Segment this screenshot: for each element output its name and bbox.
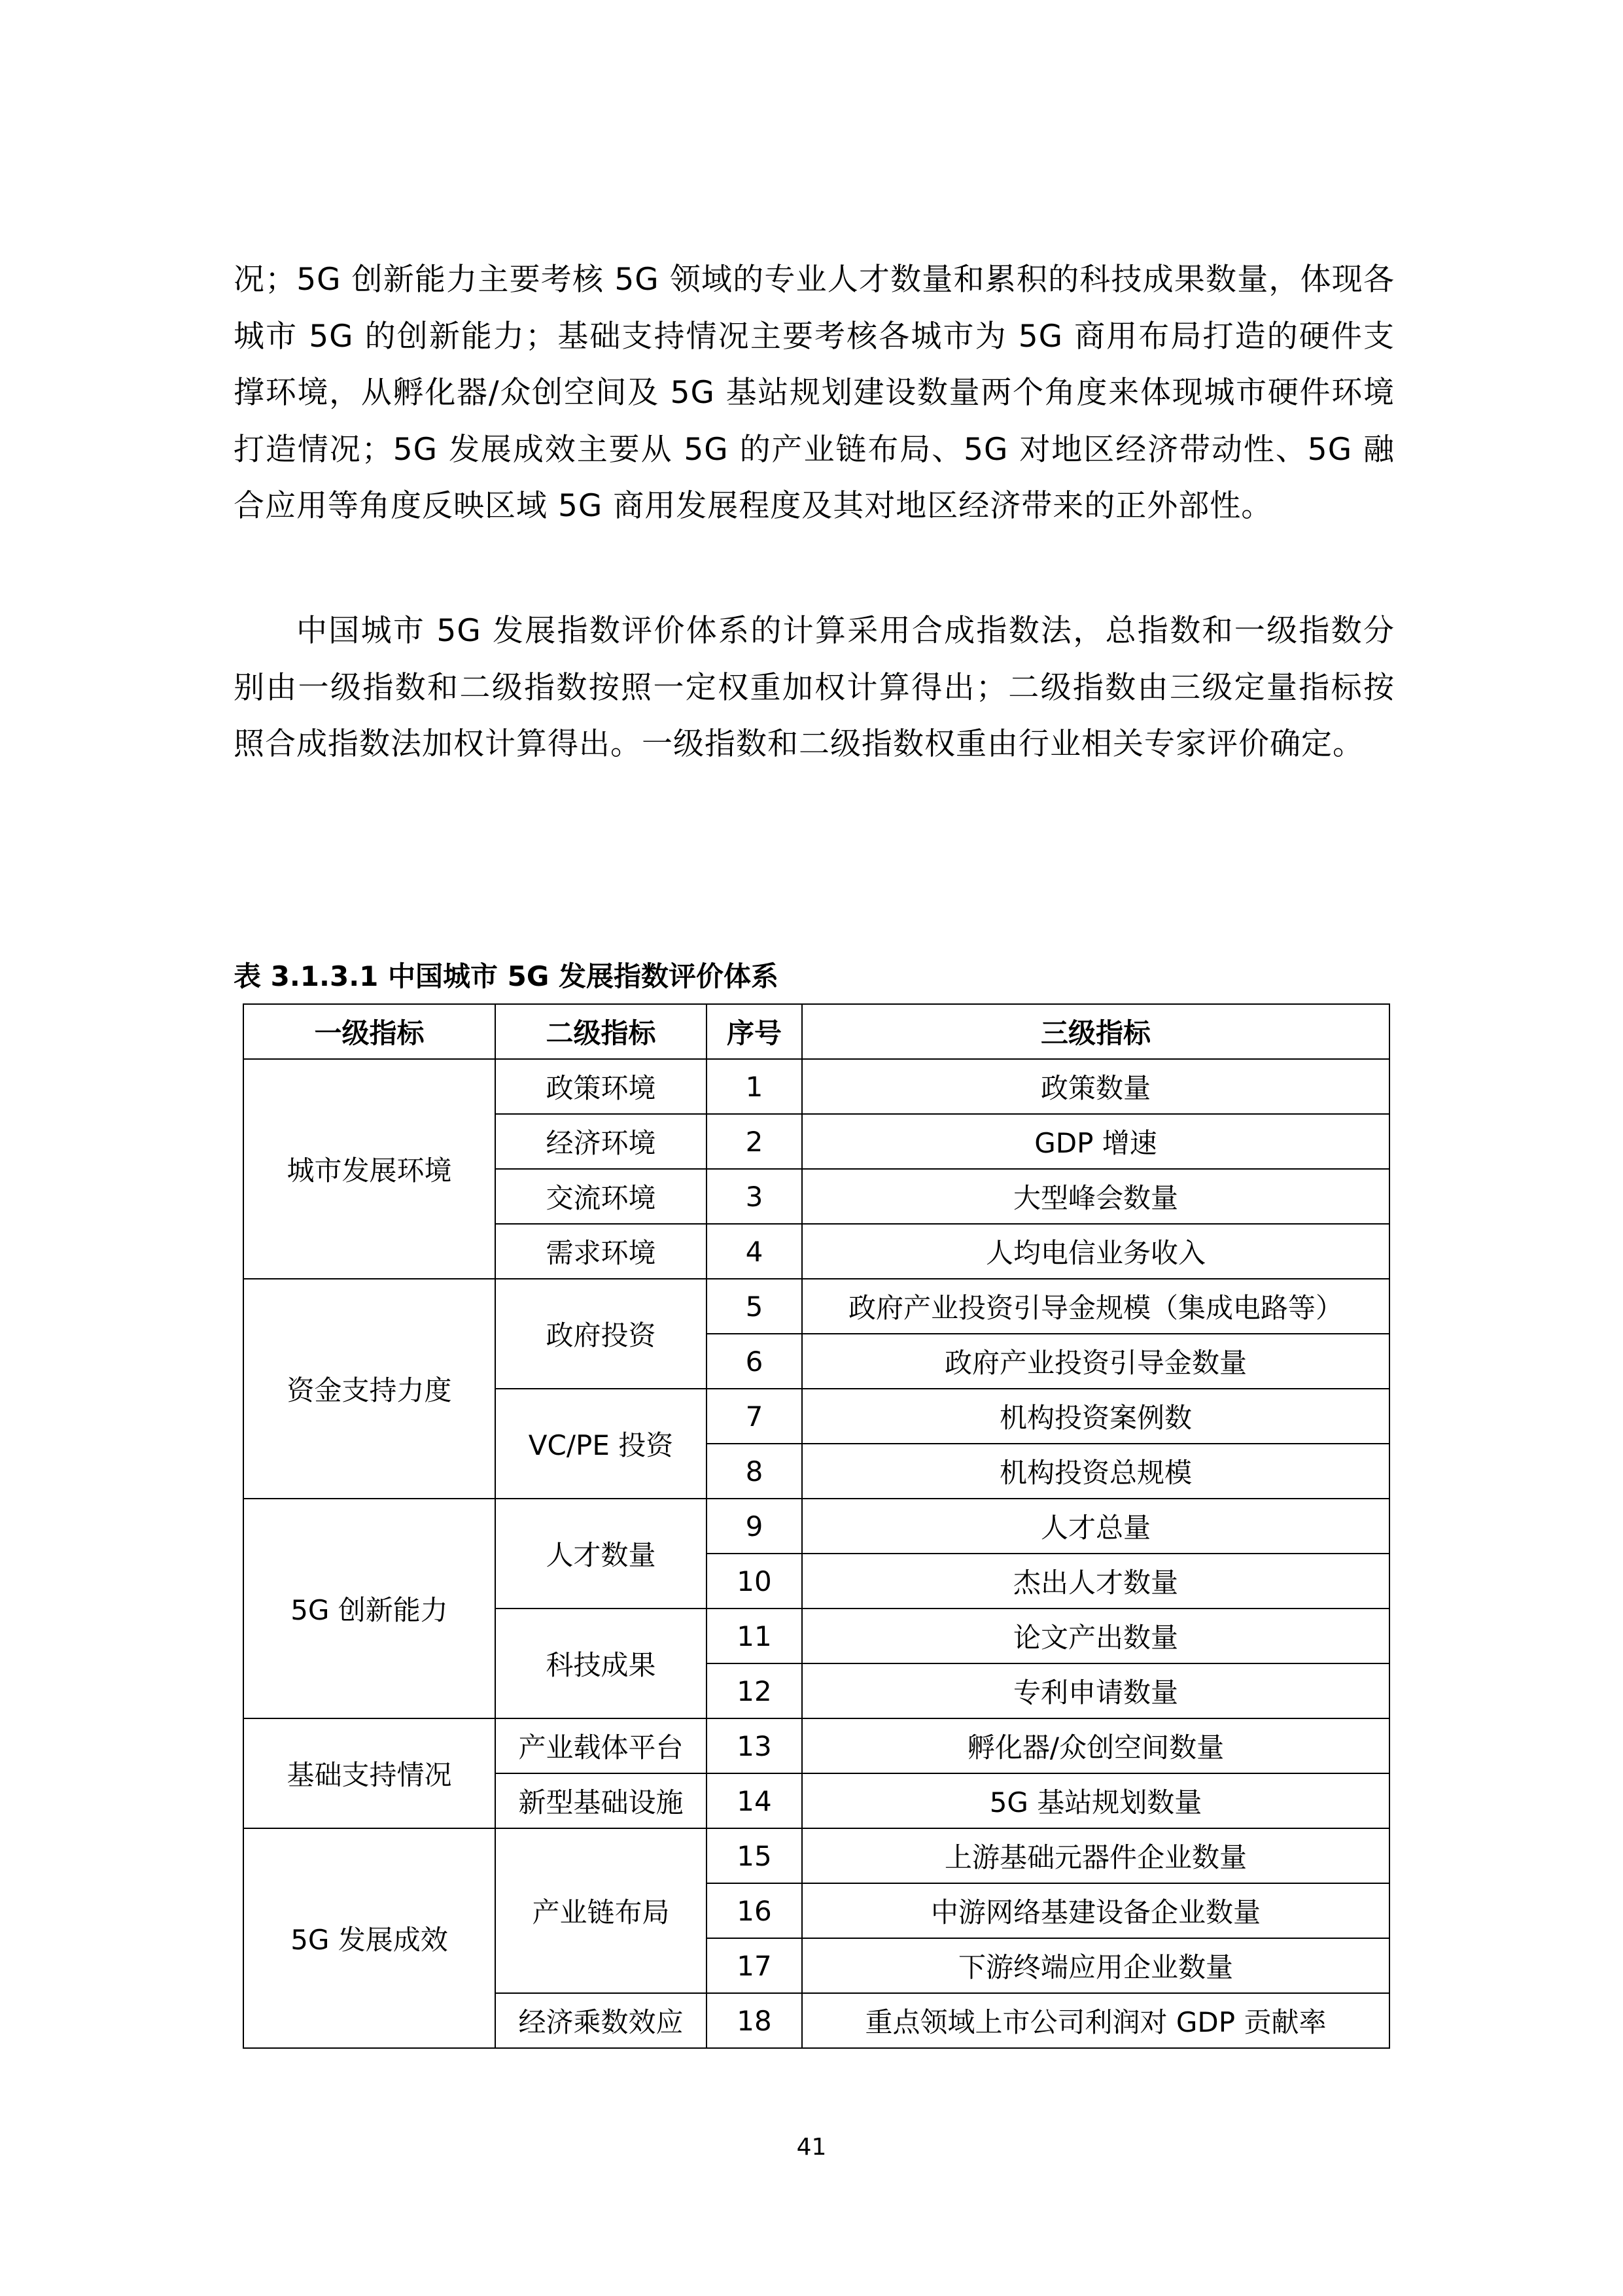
level3-cell: 机构投资案例数 [802, 1389, 1389, 1444]
level3-cell: 5G 基站规划数量 [802, 1773, 1389, 1828]
page-number: 41 [796, 2134, 827, 2161]
level3-cell: 机构投资总规模 [802, 1444, 1389, 1499]
level1-cell: 5G 创新能力 [243, 1499, 495, 1718]
level2-cell: VC/PE 投资 [495, 1389, 707, 1499]
level3-cell: 下游终端应用企业数量 [802, 1938, 1389, 1993]
level1-cell: 城市发展环境 [243, 1059, 495, 1279]
table-row [243, 1279, 1389, 1334]
table-row [243, 1059, 1389, 1114]
header-level3: 三级指标 [802, 1004, 1389, 1059]
level2-cell: 科技成果 [495, 1609, 707, 1718]
body-paragraph: 中国城市 5G 发展指数评价体系的计算采用合成指数法，总指数和一级指数分别由一级指数和二级指数按照一定权重加权计算得出；二级指数由三级定量指标按照合成指数法加权计算得出。一级指数和二级指数权重由行业相关专家评价确定。 [234, 613, 1395, 762]
number-cell: 12 [707, 1663, 802, 1718]
number-cell: 3 [707, 1169, 802, 1224]
level2-cell: 经济环境 [495, 1114, 707, 1169]
level3-cell: 政府产业投资引导金数量 [802, 1334, 1389, 1389]
table-header-row [243, 1004, 1389, 1059]
level3-cell: 重点领域上市公司利润对 GDP 贡献率 [802, 1993, 1389, 2048]
table-row [243, 1499, 1389, 1554]
level2-cell: 政府投资 [495, 1279, 707, 1389]
level2-cell: 产业链布局 [495, 1828, 707, 1993]
number-cell: 10 [707, 1554, 802, 1609]
level2-cell: 需求环境 [495, 1224, 707, 1279]
number-cell: 1 [707, 1059, 802, 1114]
level3-cell: 大型峰会数量 [802, 1169, 1389, 1224]
level3-cell: 政府产业投资引导金规模（集成电路等） [802, 1279, 1389, 1334]
level3-cell: 中游网络基建设备企业数量 [802, 1883, 1389, 1938]
number-cell: 17 [707, 1938, 802, 1993]
level2-cell: 人才数量 [495, 1499, 707, 1609]
table-row [243, 1718, 1389, 1773]
number-cell: 2 [707, 1114, 802, 1169]
number-cell: 15 [707, 1828, 802, 1883]
level2-cell: 产业载体平台 [495, 1718, 707, 1773]
body-paragraph: 况；5G 创新能力主要考核 5G 领域的专业人才数量和累积的科技成果数量，体现各城市 5G 的创新能力；基础支持情况主要考核各城市为 5G 商用布局打造的硬件支撑环境，从孵化器/众创空间及 5G 基站规划建设数量两个角度来体现城市硬件环境打造情况；5G 发展成效主要从 5G 的产业链布局、5G 对地区经济带动性、5G 融合应用等角度反映区域 5G 商用发展程度及其对地区经济带来的正外部性。 [234, 262, 1395, 524]
level1-cell: 5G 发展成效 [243, 1828, 495, 2048]
level3-cell: 人均电信业务收入 [802, 1224, 1389, 1279]
header-level1: 一级指标 [243, 1004, 495, 1059]
number-cell: 14 [707, 1773, 802, 1828]
number-cell: 16 [707, 1883, 802, 1938]
level3-cell: 孵化器/众创空间数量 [802, 1718, 1389, 1773]
level2-cell: 经济乘数效应 [495, 1993, 707, 2048]
level1-cell: 基础支持情况 [243, 1718, 495, 1828]
level3-cell: 论文产出数量 [802, 1609, 1389, 1663]
level2-cell: 交流环境 [495, 1169, 707, 1224]
level3-cell: 政策数量 [802, 1059, 1389, 1114]
number-cell: 8 [707, 1444, 802, 1499]
level2-cell: 新型基础设施 [495, 1773, 707, 1828]
number-cell: 5 [707, 1279, 802, 1334]
number-cell: 7 [707, 1389, 802, 1444]
table-row [243, 1828, 1389, 1883]
level3-cell: 上游基础元器件企业数量 [802, 1828, 1389, 1883]
level3-cell: 专利申请数量 [802, 1663, 1389, 1718]
level3-cell: 杰出人才数量 [802, 1554, 1389, 1609]
level3-cell: 人才总量 [802, 1499, 1389, 1554]
number-cell: 9 [707, 1499, 802, 1554]
header-number: 序号 [707, 1004, 802, 1059]
number-cell: 18 [707, 1993, 802, 2048]
header-level2: 二级指标 [495, 1004, 707, 1059]
level2-cell: 政策环境 [495, 1059, 707, 1114]
number-cell: 13 [707, 1718, 802, 1773]
level1-cell: 资金支持力度 [243, 1279, 495, 1499]
table-caption: 表 3.1.3.1 中国城市 5G 发展指数评价体系 [234, 960, 778, 992]
number-cell: 4 [707, 1224, 802, 1279]
number-cell: 6 [707, 1334, 802, 1389]
level3-cell: GDP 增速 [802, 1114, 1389, 1169]
indicator-table [243, 1003, 1390, 2049]
number-cell: 11 [707, 1609, 802, 1663]
